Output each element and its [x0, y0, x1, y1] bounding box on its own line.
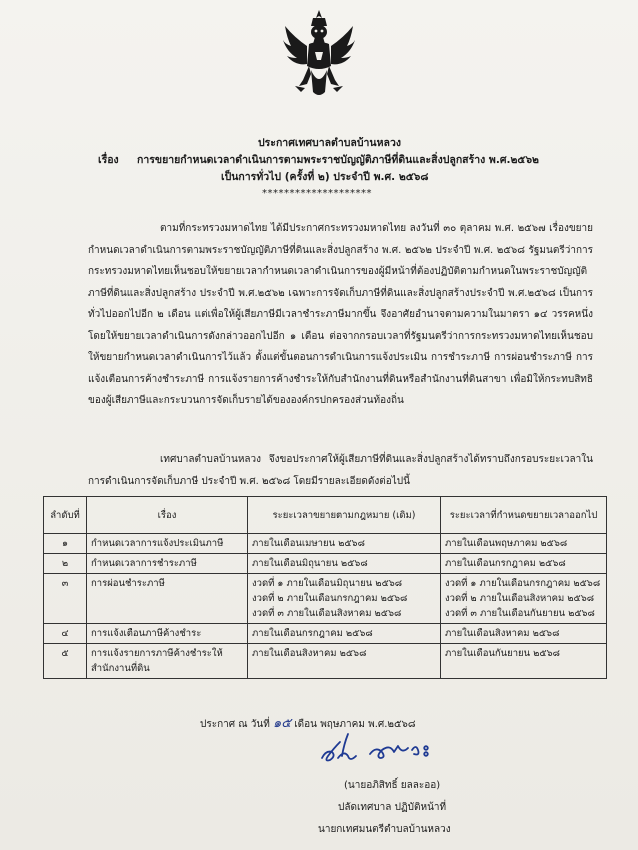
table-row [44, 624, 607, 644]
row-subject: กำหนดเวลาการชำระภาษี [87, 554, 248, 574]
table-row [44, 554, 607, 574]
row-new-period: ภายในเดือนกันยายน ๒๕๖๘ [441, 644, 607, 679]
schedule-table [43, 496, 607, 679]
row-old-period: ภายในเดือนเมษายน ๒๕๖๘ [248, 534, 441, 554]
body-paragraph-2 [88, 449, 593, 492]
row-new-period: ภายในเดือนพฤษภาคม ๒๕๖๘ [441, 534, 607, 554]
row-new-period: ภายในเดือนกรกฎาคม ๒๕๖๘ [441, 554, 607, 574]
signer-name: (นายอภิสิทธิ์ ยลละออ) [344, 780, 441, 791]
signer-position-2: นายกเทศมนตรีตำบลบ้านหลวง [318, 824, 451, 835]
signer-position-1: ปลัดเทศบาล ปฏิบัติหน้าที่ [338, 802, 447, 813]
subject-line-2: เป็นการทั่วไป (ครั้งที่ ๒) ประจำปี พ.ศ. ๒๕๖๘ [221, 171, 429, 183]
subject-label: เรื่อง [98, 154, 119, 166]
subject-line-1: การขยายกำหนดเวลาดำเนินการตามพระราชบัญญัติภาษีที่ดินและสิ่งปลูกสร้าง พ.ศ.๒๕๖๒ [137, 154, 539, 166]
row-subject: การแจ้งเตือนภาษีค้างชำระ [87, 624, 248, 644]
row-number: ๒ [44, 554, 87, 574]
header-new-period: ระยะเวลาที่กำหนดขยายเวลาออกไป [441, 497, 607, 534]
table-header-row [44, 497, 607, 534]
separator: ******************** [262, 188, 372, 199]
body-paragraph-1 [88, 218, 593, 412]
row-subject: การผ่อนชำระภาษี [87, 574, 248, 624]
table-row [44, 534, 607, 554]
header-subject: เรื่อง [87, 497, 248, 534]
row-number: ๔ [44, 624, 87, 644]
row-number: ๑ [44, 534, 87, 554]
row-old-period: งวดที่ ๑ ภายในเดือนมิถุนายน ๒๕๖๘ งวดที่ ๒ ภายในเดือนกรกฎาคม ๒๕๖๘ งวดที่ ๓ ภายในเดือนสิงหาคม ๒๕๖๘ [248, 574, 441, 624]
row-number: ๓ [44, 574, 87, 624]
date-prefix: ประกาศ ณ วันที่ [200, 719, 270, 730]
handwritten-day: ๑๕ [272, 716, 292, 731]
table-row [44, 574, 607, 624]
row-new-period: ภายในเดือนสิงหาคม ๒๕๖๘ [441, 624, 607, 644]
row-old-period: ภายในเดือนกรกฎาคม ๒๕๖๘ [248, 624, 441, 644]
table-row [44, 644, 607, 679]
page-title: ประกาศเทศบาลตำบลบ้านหลวง [258, 137, 401, 149]
row-old-period: ภายในเดือนมิถุนายน ๒๕๖๘ [248, 554, 441, 574]
paragraph-1-text: ตามที่กระทรวงมหาดไทย ได้มีประกาศกระทรวงมหาดไทย ลงวันที่ ๓๐ ตุลาคม พ.ศ. ๒๕๖๗ เรื่องขยายกำหนดเวลาดำเนินการตามพระราชบัญญัติภาษีที่ดินและสิ่งปลูกสร้าง พ.ศ. ๒๕๖๒ ประจำปี พ.ศ. ๒๕๖๘ รัฐมนตรีว่าการกระทรวงมหาดไทยเห็นชอบให้ขยายเวลากำหนดเวลาดำเนินการของผู้มีหน้าที่ต้องปฏิบัติตามกำหนดในพระราชบัญญัติภาษีที่ดินและสิ่งปลูกสร้าง ประจำปี พ.ศ.๒๕๖๒ เฉพาะการจัดเก็บภาษีที่ดินและสิ่งปลูกสร้างประจำปี พ.ศ.๒๕๖๘ เป็นการทั่วไปออกไปอีก ๒ เดือน แต่เพื่อให้ผู้เสียภาษีมีเวลาชำระภาษีมากขึ้น จึงอาศัยอำนาจตามความในมาตรา ๑๔ วรรคหนึ่ง โดยให้ขยายเวลาดำเนินการดังกล่าวออกไปอีก ๑ เดือน ต่อจากกรอบเวลาที่รัฐมนตรีว่าการกระทรวงมหาดไทยเห็นชอบให้ขยายกำหนดเวลาดำเนินการไว้แล้ว ตั้งแต่ขั้นตอนการดำเนินการแจ้งประเมิน การชำระภาษี การผ่อนชำระภาษี การแจ้งเตือนการค้างชำระภาษี การแจ้งรายการค้างชำระให้กับสำนักงานที่ดินหรือสำนักงานที่ดินสาขา เพื่อมิให้กระทบสิทธิของผู้เสียภาษีและกระบวนการจัดเก็บรายได้ขององค์กรปกครองส่วนท้องถิ่น [88, 223, 593, 406]
header-old-period: ระยะเวลาขยายตามกฎหมาย (เดิม) [248, 497, 441, 534]
row-old-period: ภายในเดือนสิงหาคม ๒๕๖๘ [248, 644, 441, 679]
signature [318, 728, 436, 772]
row-subject: การแจ้งรายการภาษีค้างชำระให้ สำนักงานที่ดิน [87, 644, 248, 679]
paragraph-2-text: เทศบาลตำบลบ้านหลวง จึงขอประกาศให้ผู้เสียภาษีที่ดินและสิ่งปลูกสร้างได้ทราบถึงกรอบระยะเวลาในการดำเนินการจัดเก็บภาษี ประจำปี พ.ศ. ๒๕๖๘ โดยมีรายละเอียดดังต่อไปนี้ [88, 454, 593, 487]
row-subject: กำหนดเวลาการแจ้งประเมินภาษี [87, 534, 248, 554]
garuda-emblem-icon [281, 8, 357, 100]
date-suffix: เดือน พฤษภาคม พ.ศ.๒๕๖๘ [294, 719, 416, 730]
header-no: ลำดับที่ [44, 497, 87, 534]
row-number: ๕ [44, 644, 87, 679]
row-new-period: งวดที่ ๑ ภายในเดือนกรกฎาคม ๒๕๖๘ งวดที่ ๒ ภายในเดือนสิงหาคม ๒๕๖๘ งวดที่ ๓ ภายในเดือนกันยายน ๒๕๖๘ [441, 574, 607, 624]
